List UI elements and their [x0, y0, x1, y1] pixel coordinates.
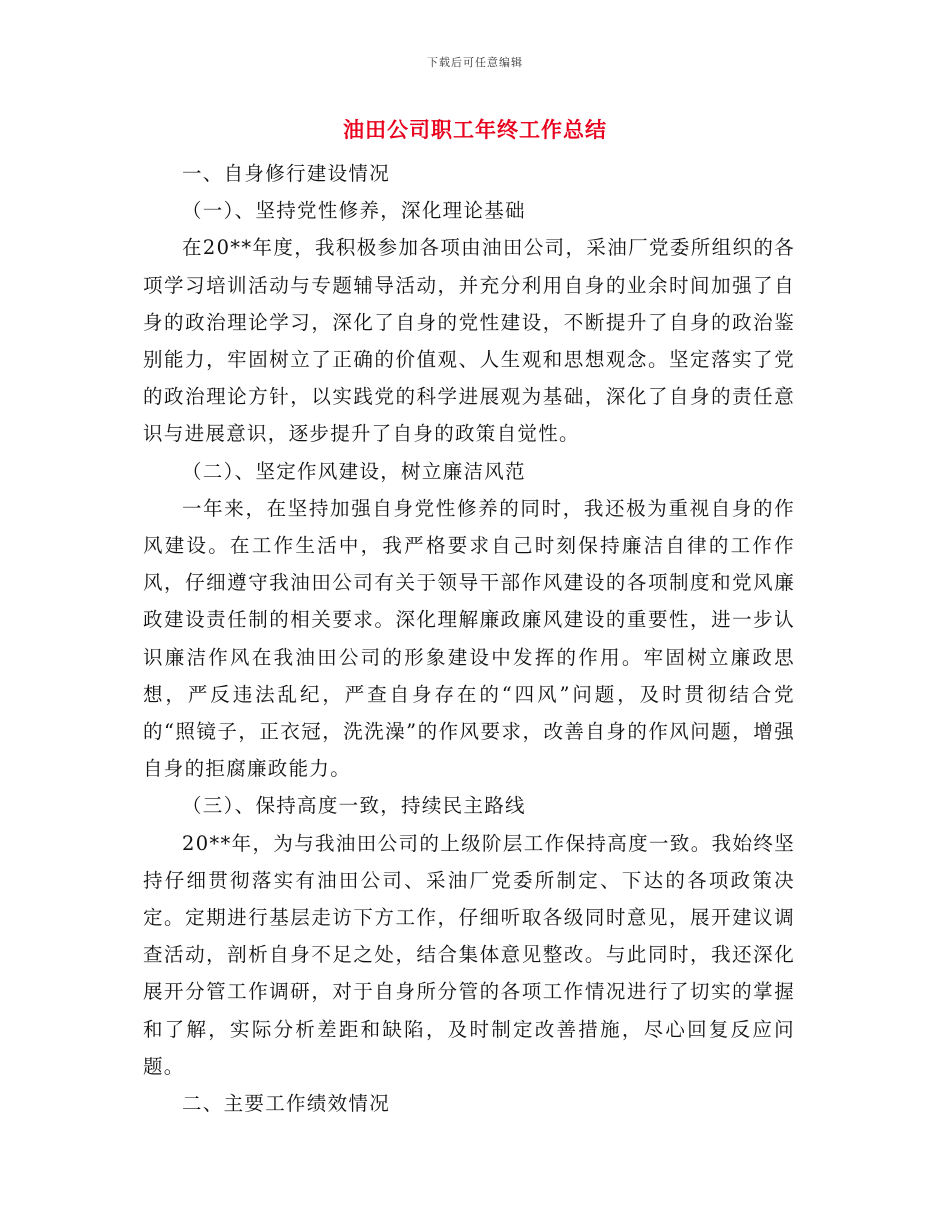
- subsection-heading-3: （三）、保持高度一致，持续民主路线: [182, 794, 526, 818]
- document-title: 油田公司职工年终工作总结: [343, 118, 607, 142]
- header-note: 下载后可任意编辑: [427, 56, 523, 69]
- body-paragraph-3: 20**年，为与我油田公司的上级阶层工作保持高度一致。我始终坚持仔细贯彻落实有油田公司、采油厂党委所制定、下达的各项政策决定。定期进行基层走访下方工作，仔细听取各级同时意见，展开建议调查活动，剖析自身不足之处，结合集体意见整改。与此同时，我还深化展开分管工作调研，对于自身所分管的各项工作情况进行了切实的掌握和了解，实际分析差距和缺陷，及时制定改善措施，尽心回复反应问题。: [143, 831, 795, 1078]
- subsection-heading-2: （二）、坚定作风建设，树立廉洁风范: [182, 459, 526, 483]
- subsection-heading-1: （一）、坚持党性修养，深化理论基础: [182, 199, 526, 223]
- document-body: [143, 155, 795, 1122]
- body-paragraph-1: 在20**年度，我积极参加各项由油田公司，采油厂党委所组织的各项学习培训活动与专题辅导活动，并充分利用自身的业余时间加强了自身的政治理论学习，深化了自身的党性建设，不断提升了自身的政治鉴别能力，牢固树立了正确的价值观、人生观和思想观念。坚定落实了党的政治理论方针，以实践党的科学进展观为基础，深化了自身的责任意识与进展意识，逐步提升了自身的政策自觉性。: [143, 236, 795, 446]
- section-heading-1: 一、自身修行建设情况: [182, 162, 391, 185]
- section-heading-2: 二、主要工作绩效情况: [182, 1092, 391, 1116]
- body-paragraph-2: 一年来，在坚持加强自身党性修养的同时，我还极为重视自身的作风建设。在工作生活中，我严格要求自己时刻保持廉洁自律的工作作风，仔细遵守我油田公司有关于领导干部作风建设的各项制度和党风廉政建设责任制的相关要求。深化理解廉政廉风建设的重要性，进一步认识廉洁作风在我油田公司的形象建设中发挥的作用。牢固树立廉政思想，严反违法乱纪，严查自身存在的“四风”问题，及时贯彻结合党的“照镜子，正衣冠，洗洗澡”的作风要求，改善自身的作风问题，增强自身的拒腐廉政能力。: [143, 496, 795, 781]
